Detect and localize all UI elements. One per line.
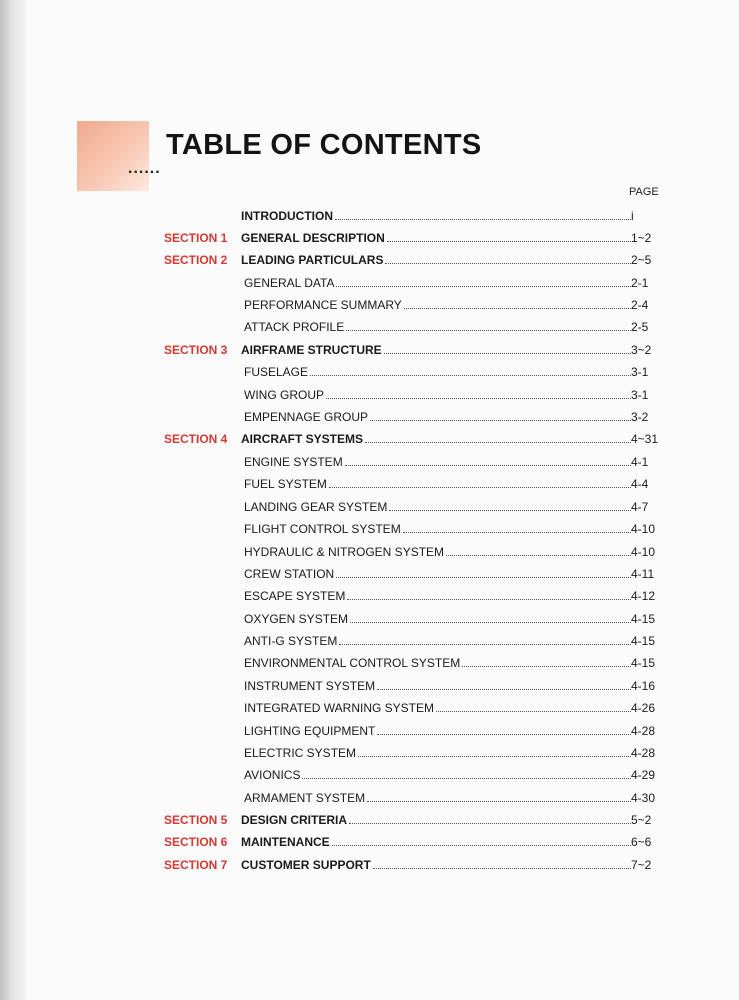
dot-leader bbox=[339, 634, 631, 645]
toc-entry-title bbox=[244, 701, 631, 719]
toc-entry-title bbox=[241, 231, 631, 249]
toc-entry bbox=[0, 813, 739, 833]
toc-entry-title-text: GENERAL DESCRIPTION bbox=[241, 231, 385, 245]
page-number: 4-15 bbox=[631, 612, 656, 626]
toc-entry-title-text: ENVIRONMENTAL CONTROL SYSTEM bbox=[244, 656, 461, 670]
toc-entry-title-text: OXYGEN SYSTEM bbox=[244, 612, 349, 626]
page-number: 3-1 bbox=[631, 388, 649, 402]
dot-leader bbox=[446, 545, 631, 556]
toc-entry-title-text: MAINTENANCE bbox=[241, 835, 330, 849]
page-title: TABLE OF CONTENTS bbox=[166, 129, 482, 161]
title-accent-dots: ...... bbox=[128, 160, 161, 177]
page-number: 4-15 bbox=[631, 634, 656, 648]
toc-entry-title bbox=[241, 343, 631, 361]
toc-entry-title-text: CUSTOMER SUPPORT bbox=[241, 858, 371, 872]
page-number: 5~2 bbox=[631, 813, 652, 827]
page-number: 4-10 bbox=[631, 545, 656, 559]
toc-entry-title bbox=[241, 858, 631, 876]
toc-entry-title bbox=[241, 209, 631, 227]
section-number: SECTION 7 bbox=[164, 858, 228, 872]
toc-entry-title-text: AIRFRAME STRUCTURE bbox=[241, 343, 382, 357]
page-number: 4-26 bbox=[631, 701, 656, 715]
toc-entry bbox=[0, 343, 739, 363]
toc-entry bbox=[0, 365, 739, 385]
toc-entry-title bbox=[244, 320, 631, 338]
page-number: 4~31 bbox=[631, 432, 659, 446]
section-number: SECTION 1 bbox=[164, 231, 228, 245]
toc-entry bbox=[0, 231, 739, 251]
dot-leader bbox=[346, 320, 631, 331]
toc-entry bbox=[0, 500, 739, 520]
page-number: 2-5 bbox=[631, 320, 649, 334]
page-number: 4-4 bbox=[631, 477, 649, 491]
toc-entry bbox=[0, 276, 739, 296]
toc-entry-title bbox=[244, 477, 631, 495]
toc-entry-title bbox=[244, 634, 631, 652]
dot-leader bbox=[377, 679, 631, 690]
dot-leader bbox=[345, 455, 631, 466]
toc-entry-title bbox=[244, 410, 631, 428]
toc-entry-title-text: INTRODUCTION bbox=[241, 209, 333, 223]
page-number: 4-29 bbox=[631, 768, 656, 782]
toc-entry-title-text: LIGHTING EQUIPMENT bbox=[244, 724, 376, 738]
page-number: 4-12 bbox=[631, 589, 656, 603]
toc-entry-title-text: CREW STATION bbox=[244, 567, 335, 581]
dot-leader bbox=[436, 701, 631, 712]
toc-entry bbox=[0, 567, 739, 587]
dot-leader bbox=[370, 410, 631, 421]
section-number: SECTION 2 bbox=[164, 253, 228, 267]
page-number: 3-2 bbox=[631, 410, 649, 424]
page-number: 7~2 bbox=[631, 858, 652, 872]
dot-leader bbox=[310, 365, 631, 376]
toc-entry-title-text: AIRCRAFT SYSTEMS bbox=[241, 432, 364, 446]
toc-entry-title bbox=[244, 388, 631, 406]
toc-entry-title-text: ESCAPE SYSTEM bbox=[244, 589, 346, 603]
toc-entry bbox=[0, 589, 739, 609]
toc-entry bbox=[0, 679, 739, 699]
dot-leader bbox=[387, 231, 631, 242]
dot-leader bbox=[404, 298, 631, 309]
toc-entry bbox=[0, 432, 739, 452]
toc-entry-title bbox=[244, 298, 631, 316]
toc-entry bbox=[0, 858, 739, 878]
dot-leader bbox=[332, 835, 631, 846]
page-number: 4-7 bbox=[631, 500, 649, 514]
toc-entry bbox=[0, 612, 739, 632]
title-accent-block bbox=[77, 121, 149, 191]
toc-entry bbox=[0, 410, 739, 430]
dot-leader bbox=[329, 477, 631, 488]
toc-entry-title-text: DESIGN CRITERIA bbox=[241, 813, 348, 827]
page-number: 1~2 bbox=[631, 231, 652, 245]
toc-entry bbox=[0, 388, 739, 408]
page-number: 3-1 bbox=[631, 365, 649, 379]
toc-entry-title-text: FLIGHT CONTROL SYSTEM bbox=[244, 522, 401, 536]
toc-entry-title bbox=[244, 768, 631, 786]
toc-entry bbox=[0, 320, 739, 340]
toc-entry-title bbox=[244, 612, 631, 630]
toc-entry-title bbox=[241, 835, 631, 853]
toc-entry bbox=[0, 477, 739, 497]
toc-entry-title bbox=[241, 432, 631, 450]
toc-entry-title bbox=[244, 724, 631, 742]
toc-entry-title bbox=[244, 365, 631, 383]
dot-leader bbox=[365, 432, 631, 443]
dot-leader bbox=[349, 813, 631, 824]
toc-entry bbox=[0, 634, 739, 654]
dot-leader bbox=[347, 589, 631, 600]
dot-leader bbox=[373, 858, 631, 869]
toc-entry-title bbox=[244, 276, 631, 294]
section-number: SECTION 6 bbox=[164, 835, 228, 849]
page-number: 2-4 bbox=[631, 298, 649, 312]
page-number: 4-15 bbox=[631, 656, 656, 670]
section-number: SECTION 5 bbox=[164, 813, 228, 827]
page-number: 4-28 bbox=[631, 746, 656, 760]
dot-leader bbox=[385, 253, 631, 264]
toc-entry-title bbox=[244, 522, 631, 540]
dot-leader bbox=[336, 276, 631, 287]
page-number: i bbox=[631, 209, 634, 223]
toc-entry-title-text: FUEL SYSTEM bbox=[244, 477, 327, 491]
toc-entry-title-text: INSTRUMENT SYSTEM bbox=[244, 679, 376, 693]
page-number: 4-16 bbox=[631, 679, 656, 693]
page-number: 4-11 bbox=[631, 567, 655, 581]
toc-entry-title bbox=[244, 545, 631, 563]
dot-leader bbox=[335, 209, 631, 220]
dot-leader bbox=[367, 791, 631, 802]
dot-leader bbox=[302, 768, 631, 779]
page-column-header: PAGE bbox=[629, 186, 659, 198]
toc-entry-title-text: ENGINE SYSTEM bbox=[244, 455, 343, 469]
dot-leader bbox=[336, 567, 631, 578]
section-number: SECTION 3 bbox=[164, 343, 228, 357]
toc-entry-title-text: EMPENNAGE GROUP bbox=[244, 410, 369, 424]
dot-leader bbox=[350, 612, 631, 623]
toc-entry bbox=[0, 455, 739, 475]
toc-entry-title-text: WING GROUP bbox=[244, 388, 324, 402]
toc-entry bbox=[0, 545, 739, 565]
toc-entry-title-text: HYDRAULIC & NITROGEN SYSTEM bbox=[244, 545, 445, 559]
dot-leader bbox=[358, 746, 631, 757]
toc-entry-title-text: GENERAL DATA bbox=[244, 276, 335, 290]
toc-entry-title bbox=[244, 746, 631, 764]
section-number: SECTION 4 bbox=[164, 432, 228, 446]
toc-entry-title-text: ARMAMENT SYSTEM bbox=[244, 791, 366, 805]
toc-entry-title-text: ELECTRIC SYSTEM bbox=[244, 746, 357, 760]
toc-entry bbox=[0, 791, 739, 811]
toc-entry-title-text: INTEGRATED WARNING SYSTEM bbox=[244, 701, 435, 715]
toc-entry bbox=[0, 768, 739, 788]
page-number: 4-28 bbox=[631, 724, 656, 738]
toc-entry bbox=[0, 701, 739, 721]
toc-entry-title bbox=[241, 253, 631, 271]
toc-entry bbox=[0, 522, 739, 542]
page-number: 4-30 bbox=[631, 791, 656, 805]
page-number: 2-1 bbox=[631, 276, 649, 290]
toc-entry bbox=[0, 209, 739, 229]
dot-leader bbox=[326, 388, 631, 399]
toc-entry-title-text: LEADING PARTICULARS bbox=[241, 253, 384, 267]
dot-leader bbox=[389, 500, 631, 511]
toc-entry-title bbox=[244, 679, 631, 697]
toc-entry-title bbox=[244, 455, 631, 473]
page-number: 3~2 bbox=[631, 343, 652, 357]
toc-entry-title-text: LANDING GEAR SYSTEM bbox=[244, 500, 388, 514]
toc-entry-title-text: AVIONICS bbox=[244, 768, 301, 782]
toc-entry bbox=[0, 724, 739, 744]
toc-entry-title bbox=[244, 567, 631, 585]
dot-leader bbox=[462, 656, 631, 667]
toc-entry-title-text: ATTACK PROFILE bbox=[244, 320, 345, 334]
toc-entry bbox=[0, 656, 739, 676]
toc-entry bbox=[0, 298, 739, 318]
toc-entry bbox=[0, 746, 739, 766]
page-number: 6~6 bbox=[631, 835, 652, 849]
toc-entry bbox=[0, 253, 739, 273]
toc-entry-title bbox=[244, 589, 631, 607]
toc-entry-title bbox=[241, 813, 631, 831]
toc-entry-title bbox=[244, 656, 631, 674]
toc-entry-title bbox=[244, 791, 631, 809]
toc-entry bbox=[0, 835, 739, 855]
toc-entry-title-text: PERFORMANCE SUMMARY bbox=[244, 298, 402, 312]
toc-entry-title-text: ANTI-G SYSTEM bbox=[244, 634, 338, 648]
toc-entry-title-text: FUSELAGE bbox=[244, 365, 309, 379]
dot-leader bbox=[403, 522, 631, 533]
page-number: 4-10 bbox=[631, 522, 656, 536]
page-number: 2~5 bbox=[631, 253, 652, 267]
dot-leader bbox=[384, 343, 631, 354]
dot-leader bbox=[377, 724, 631, 735]
toc-entry-title bbox=[244, 500, 631, 518]
page-number: 4-1 bbox=[631, 455, 649, 469]
